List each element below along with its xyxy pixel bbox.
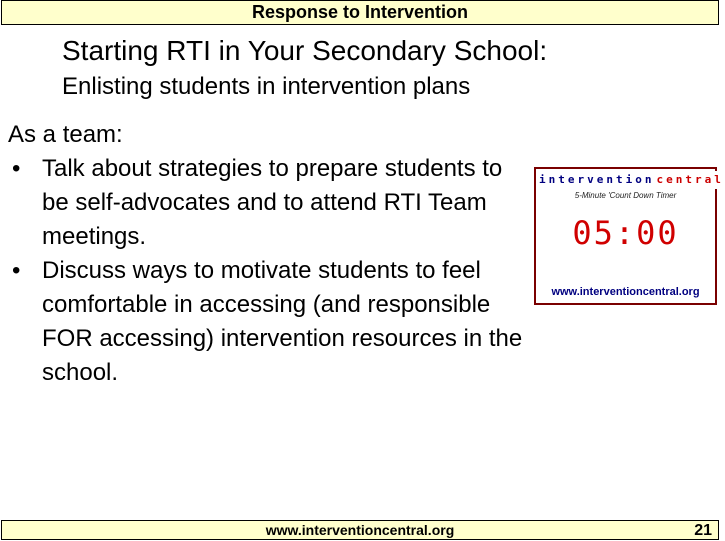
page-number: 21 bbox=[694, 522, 712, 539]
timer-display: 05:00 bbox=[572, 214, 679, 252]
bullet-text: Discuss ways to motivate students to feel comfortable in accessing (and responsible FOR accessing) intervention resources in the school. bbox=[42, 257, 523, 386]
timer-url: www.interventioncentral.org bbox=[551, 286, 700, 298]
header-banner: Response to Intervention bbox=[1, 0, 719, 25]
bullet-text: Talk about strategies to prepare students to be self-advocates and to attend RTI Team meetings. bbox=[42, 155, 503, 250]
countdown-timer bbox=[534, 167, 724, 305]
bullet-item bbox=[8, 152, 528, 254]
timer-brand-logo bbox=[538, 171, 724, 189]
bullet-icon: • bbox=[12, 155, 21, 182]
slide-title: Starting RTI in Your Secondary School: bbox=[62, 35, 548, 66]
brand-part-intervention: intervention bbox=[538, 171, 655, 189]
slide-subtitle: Enlisting students in intervention plans bbox=[62, 73, 471, 100]
footer-url: www.interventioncentral.org bbox=[265, 522, 455, 538]
footer-bar bbox=[1, 520, 719, 540]
bullet-icon: • bbox=[12, 257, 21, 284]
slide-body bbox=[8, 118, 528, 390]
intro-text: As a team: bbox=[8, 121, 123, 148]
timer-caption: 5-Minute 'Count Down Timer bbox=[574, 191, 677, 200]
brand-part-central: central bbox=[655, 171, 724, 189]
bullet-item bbox=[8, 254, 528, 390]
